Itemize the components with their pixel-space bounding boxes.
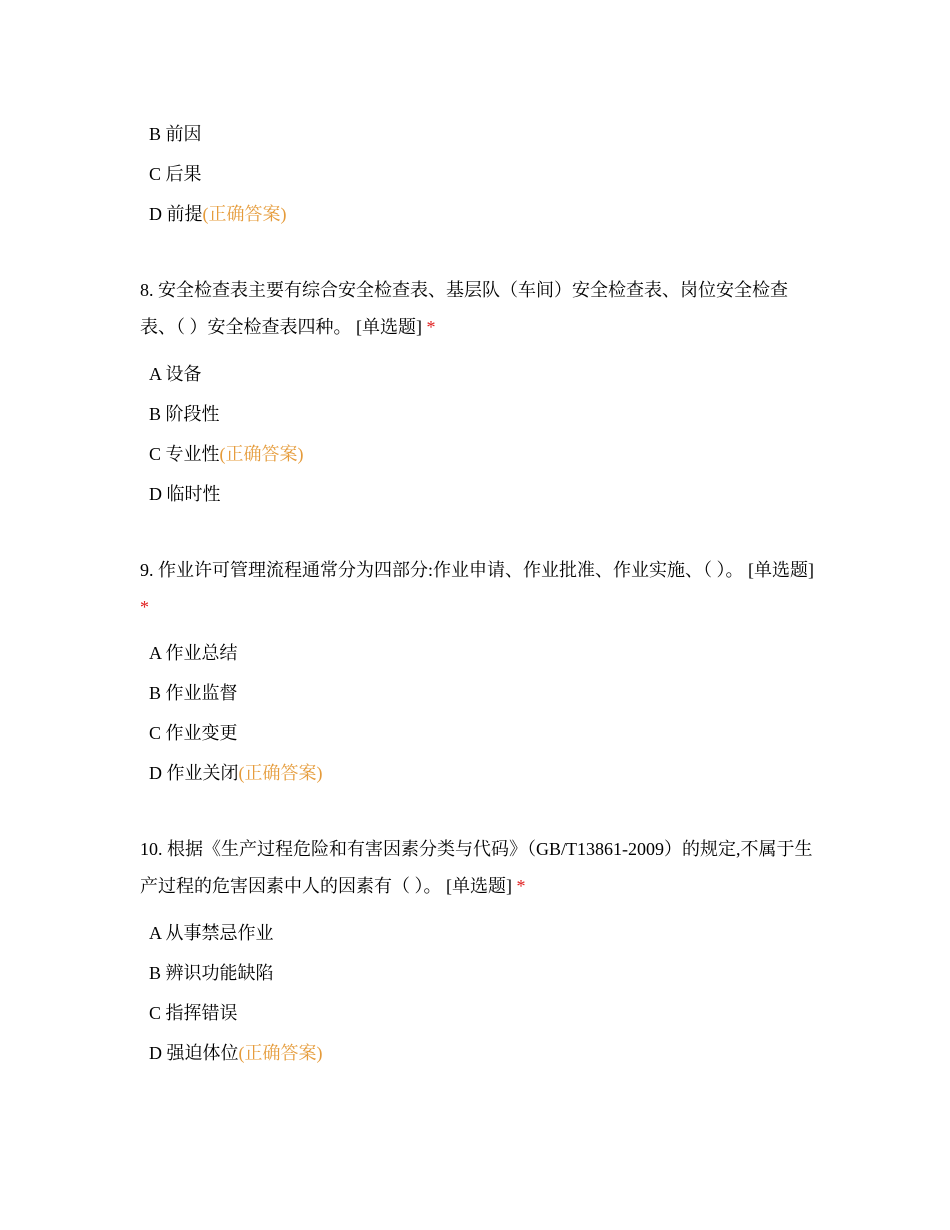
question-9-text: 9. 作业许可管理流程通常分为四部分:作业申请、作业批准、作业实施、（ ）。 [单选题] *	[140, 560, 814, 617]
question-8-text: 8. 安全检查表主要有综合安全检查表、基层队（车间）安全检查表、岗位安全检查表、（ ）安全检查表四种。 [单选题] *	[140, 280, 788, 337]
option-d: D 强迫体位(正确答案)	[149, 1043, 323, 1063]
option-b: B 作业监督	[149, 683, 238, 703]
option-a: A 从事禁忌作业	[149, 923, 274, 943]
correct-answer-mark: (正确答案)	[238, 763, 323, 783]
required-star: *	[516, 876, 526, 896]
option-b: B 辨识功能缺陷	[149, 963, 274, 983]
option-d: D 作业关闭(正确答案)	[149, 763, 323, 783]
correct-answer-mark: (正确答案)	[219, 444, 304, 464]
option-c: C 指挥错误	[149, 1003, 238, 1023]
required-star: *	[140, 597, 149, 617]
correct-answer-mark: (正确答案)	[202, 204, 287, 224]
option-b: B 阶段性	[149, 404, 220, 424]
correct-answer-mark: (正确答案)	[238, 1043, 323, 1063]
question-10-text: 10. 根据《生产过程危险和有害因素分类与代码》（GB/T13861-2009）的规定,不属于生产过程的危害因素中人的因素有（ ）。 [单选题] *	[140, 839, 813, 896]
option-d: D 前提(正确答案)	[149, 204, 287, 224]
required-star: *	[426, 317, 436, 337]
option-c: C 作业变更	[149, 723, 238, 743]
option-c: C 后果	[149, 164, 202, 184]
option-a: A 设备	[149, 364, 202, 384]
option-c: C 专业性(正确答案)	[149, 444, 304, 464]
option-b: B 前因	[149, 124, 202, 144]
option-d: D 临时性	[149, 484, 221, 504]
option-a: A 作业总结	[149, 643, 238, 663]
